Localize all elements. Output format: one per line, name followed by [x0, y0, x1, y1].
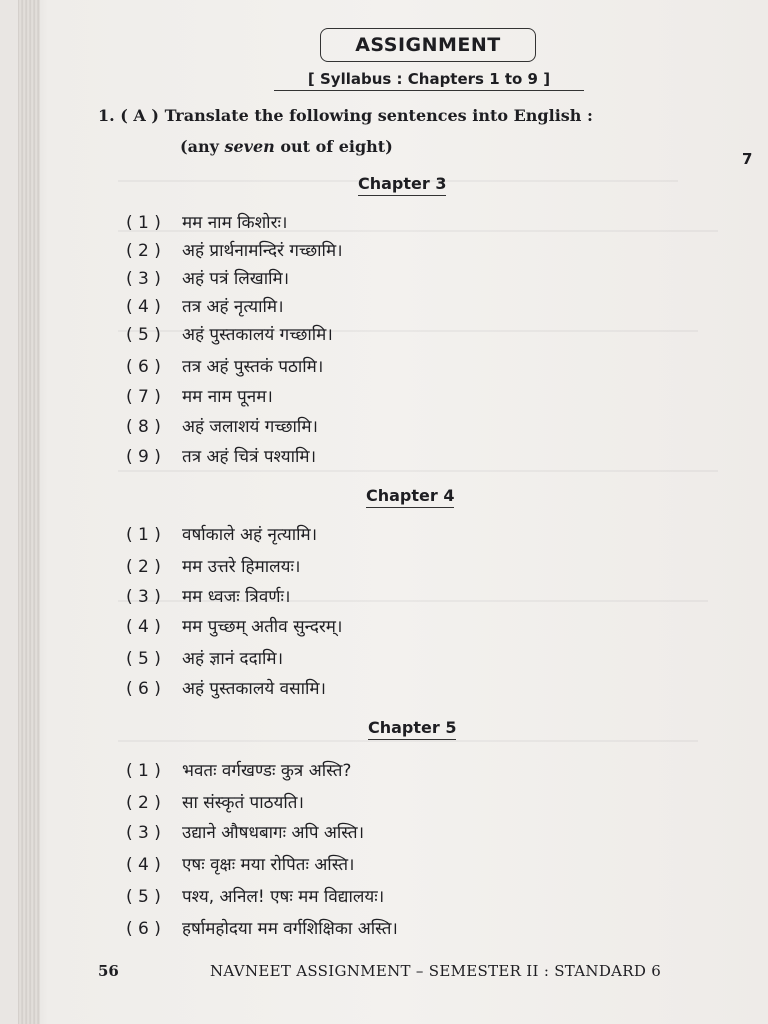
item-number: ( 4 ) [126, 617, 161, 637]
list-item [126, 584, 290, 607]
list-item [126, 210, 287, 233]
item-number: ( 2 ) [126, 241, 161, 261]
item-text: अहं प्रार्थनामन्दिरं गच्छामि। [182, 241, 343, 261]
list-item [126, 916, 398, 939]
question-subinstruction [180, 137, 393, 156]
item-text: मम ध्वजः त्रिवर्णः। [182, 587, 291, 607]
item-text: अहं ज्ञानं ददामि। [182, 649, 284, 669]
assignment-title-box [320, 28, 536, 62]
item-text: पश्य, अनिल! एषः मम विद्यालयः। [182, 887, 385, 907]
item-number: ( 1 ) [126, 213, 161, 233]
item-number: ( 5 ) [126, 325, 161, 345]
show-through-line [118, 740, 698, 742]
list-item [126, 646, 283, 669]
item-number: ( 4 ) [126, 297, 161, 317]
question-marks: 7 [742, 150, 753, 168]
item-text: भवतः वर्गखण्डः कुत्र अस्ति? [182, 761, 352, 781]
list-item [126, 522, 317, 545]
item-text: तत्र अहं चित्रं पश्यामि। [182, 447, 317, 467]
item-number: ( 4 ) [126, 855, 161, 875]
item-text: वर्षाकाले अहं नृत्यामि। [182, 525, 318, 545]
footer-text: NAVNEET ASSIGNMENT – SEMESTER II : STANDARD 6 [210, 962, 662, 980]
item-text: एषः वृक्षः मया रोपितः अस्ति। [182, 855, 355, 875]
list-item [126, 884, 384, 907]
item-text: सा संस्कृतं पाठयति। [182, 793, 304, 813]
question-text: Translate the following sentences into English : [164, 106, 593, 125]
assignment-title: ASSIGNMENT [355, 34, 501, 56]
list-item [126, 354, 323, 377]
syllabus-line: [ Syllabus : Chapters 1 to 9 ] [274, 70, 584, 91]
chapter-heading: Chapter 3 [358, 174, 446, 196]
chapter-heading: Chapter 4 [366, 486, 454, 508]
item-text: मम नाम किशोरः। [182, 213, 288, 233]
list-item [126, 238, 343, 261]
document-page [18, 0, 768, 1024]
item-number: ( 2 ) [126, 557, 161, 577]
sub-suffix: out of eight) [280, 137, 393, 156]
page-edge-shadow [18, 0, 40, 1024]
sub-emphasis: seven [224, 137, 275, 156]
item-number: ( 6 ) [126, 919, 161, 939]
item-number: ( 5 ) [126, 649, 161, 669]
chapter-heading: Chapter 5 [368, 718, 456, 740]
list-item [126, 266, 289, 289]
item-text: मम नाम पूनम। [182, 387, 273, 407]
item-number: ( 3 ) [126, 823, 161, 843]
item-number: ( 8 ) [126, 417, 161, 437]
list-item [126, 384, 273, 407]
item-number: ( 9 ) [126, 447, 161, 467]
item-text: तत्र अहं पुस्तकं पठामि। [182, 357, 324, 377]
item-number: ( 5 ) [126, 887, 161, 907]
show-through-line [118, 470, 718, 472]
item-number: ( 3 ) [126, 269, 161, 289]
sub-prefix: (any [180, 137, 219, 156]
list-item [126, 322, 333, 345]
list-item [126, 294, 284, 317]
question-number: 1. [98, 106, 115, 125]
item-text: तत्र अहं नृत्यामि। [182, 297, 284, 317]
item-number: ( 6 ) [126, 679, 161, 699]
item-text: अहं पुस्तकालयं गच्छामि। [182, 325, 333, 345]
item-number: ( 7 ) [126, 387, 161, 407]
list-item [126, 614, 342, 637]
list-item [126, 676, 326, 699]
item-text: उद्याने औषधबागः अपि अस्ति। [182, 823, 365, 843]
list-item [126, 444, 316, 467]
list-item [126, 790, 304, 813]
list-item [126, 820, 364, 843]
item-text: मम उत्तरे हिमालयः। [182, 557, 301, 577]
question-instruction [98, 106, 718, 125]
item-text: अहं पत्रं लिखामि। [182, 269, 290, 289]
item-number: ( 1 ) [126, 525, 161, 545]
list-item [126, 554, 300, 577]
page-number: 56 [98, 962, 119, 980]
item-number: ( 3 ) [126, 587, 161, 607]
list-item [126, 852, 354, 875]
list-item [126, 758, 351, 781]
list-item [126, 414, 318, 437]
item-text: अहं जलाशयं गच्छामि। [182, 417, 318, 437]
question-part: ( A ) [120, 106, 159, 125]
item-text: अहं पुस्तकालये वसामि। [182, 679, 326, 699]
item-number: ( 6 ) [126, 357, 161, 377]
item-number: ( 1 ) [126, 761, 161, 781]
item-text: मम पुच्छम् अतीव सुन्दरम्। [182, 617, 343, 637]
item-text: हर्षामहोदया मम वर्गशिक्षिका अस्ति। [182, 919, 398, 939]
item-number: ( 2 ) [126, 793, 161, 813]
